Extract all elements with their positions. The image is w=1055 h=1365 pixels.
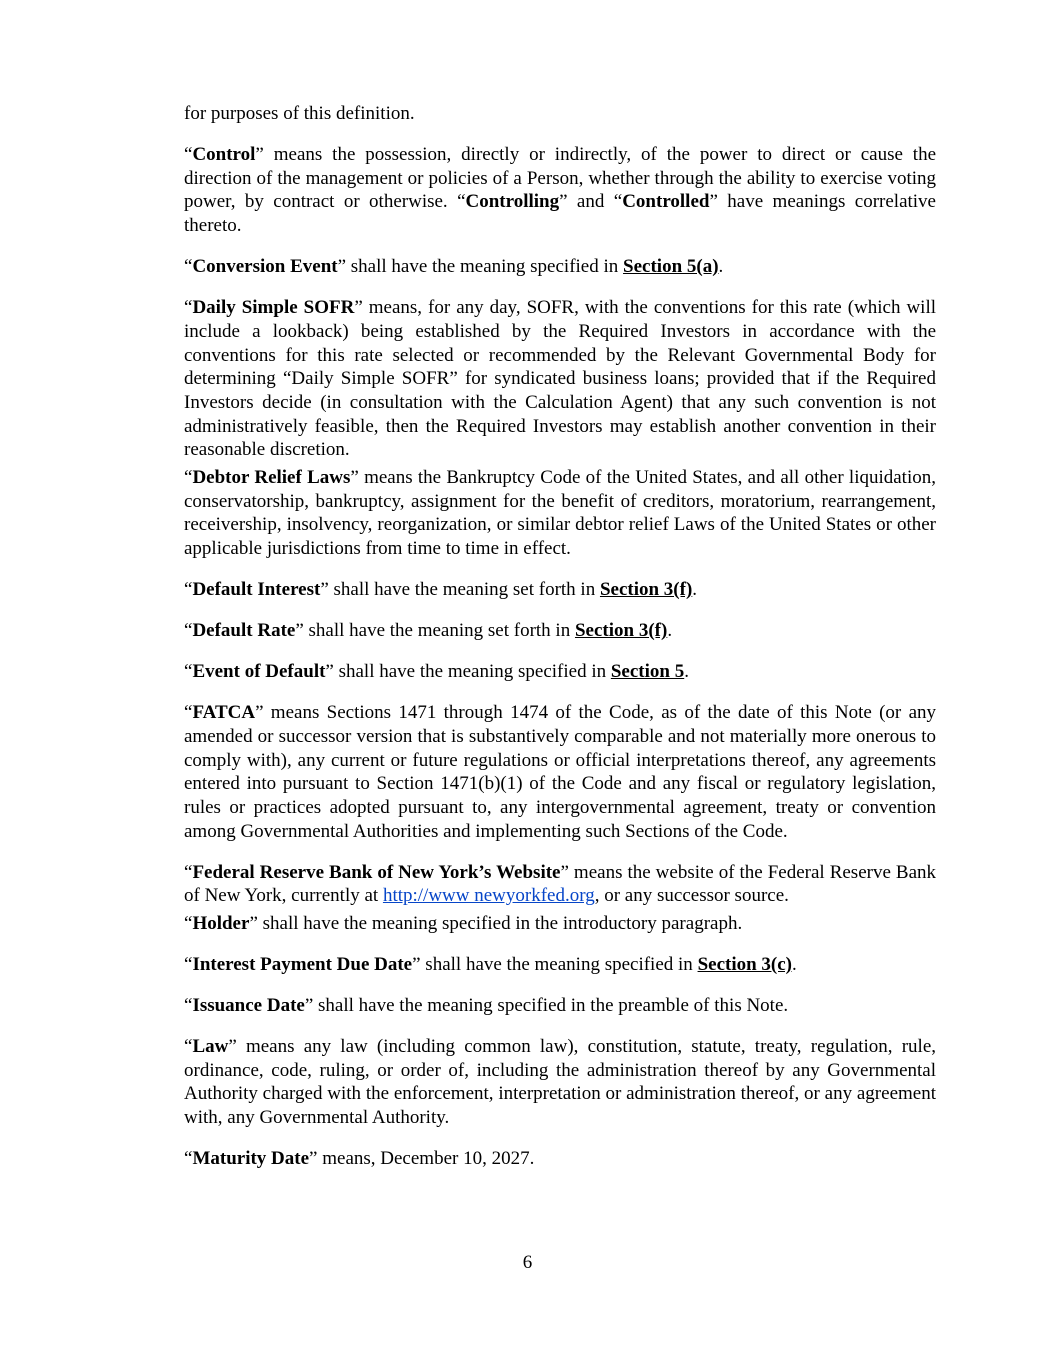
defined-term: Holder	[192, 913, 250, 935]
definition-default-interest	[184, 578, 936, 602]
defined-term: Federal Reserve Bank of New York’s Website	[192, 861, 561, 883]
section-reference: Section 5	[610, 661, 685, 683]
text: “	[184, 620, 193, 642]
page-number: 6	[522, 1252, 533, 1273]
text: for purposes of this definition.	[184, 103, 415, 124]
definition-interest-payment-due-date	[184, 953, 936, 977]
text: “	[184, 579, 193, 601]
defined-term: Default Rate	[192, 620, 296, 642]
text: “	[184, 995, 193, 1017]
text: ” means, for any day, SOFR, with the conventions for this rate (which will include a lookback) being established by the Required Investors in accordance with the conventions for this rate selected or recommended by the Relevant Governmental Body for determining “Daily Simple SOFR” for syndicated business loans; provided that if the Required Investors decide (in consultation with the Calculation Agent) that any such convention is not administratively feasible, then the Required Investors may establish another convention in their reasonable discretion.	[184, 297, 937, 461]
definition-issuance-date	[184, 994, 936, 1018]
text: ” shall have the meaning specified in	[412, 954, 698, 976]
text: ” have meanings correlative thereto.	[184, 191, 936, 237]
text: ” means the website of the Federal Reserve Bank of New York, currently at	[184, 861, 936, 907]
definition-event-of-default	[184, 660, 936, 684]
text: “	[184, 1148, 193, 1170]
text: ” shall have the meaning set forth in	[320, 579, 600, 601]
text: .	[692, 579, 698, 601]
defined-term: Daily Simple SOFR	[192, 297, 355, 319]
section-reference: Section 3(f)	[574, 620, 668, 642]
text: ” means Sections 1471 through 1474 of the Code, as of the date of this Note (or any amended or successor version that is substantively comparable and not materially more onerous to comply with), any current or future regulations or official interpretations thereof, any agreements entered into pursuant to Section 1471(b)(1) of the Code and any fiscal or regulatory legislation, rules or practices adopted pursuant to, any intergovernmental agreement, treaty or convention among Governmental Authorities and implementing such Sections of the Code.	[184, 702, 936, 842]
defined-term: Controlled	[622, 191, 710, 213]
definition-default-rate	[184, 619, 936, 643]
text: “	[184, 702, 193, 724]
text: “	[184, 954, 193, 976]
definition-debtor-relief-laws	[184, 466, 936, 561]
definition-control	[184, 143, 936, 238]
document-body	[184, 102, 936, 1188]
definition-law	[184, 1035, 936, 1130]
text: ” shall have the meaning specified in the introductory paragraph.	[249, 913, 743, 935]
website-link[interactable]: http://www newyorkfed.org	[382, 885, 595, 907]
text: ” means the Bankruptcy Code of the United States, and all other liquidation, conservatorship, bankruptcy, assignment for the benefit of creditors, moratorium, rearrangement, receivership, insolvency, reorganization, or similar debtor relief Laws of the United States or other applicable jurisdictions from time to time in effect.	[184, 467, 936, 560]
text: .	[667, 620, 673, 642]
section-reference: Section 5(a)	[623, 256, 719, 278]
defined-term: Event of Default	[192, 661, 326, 683]
defined-term: Conversion Event	[192, 256, 338, 278]
text: ” means any law (including common law), constitution, statute, treaty, regulation, rule, ordinance, code, ruling, or order of, including the administration thereof by any Governmental Authority charged with the enforcement, interpretation or administration thereof, or any agreement with, any Governmental Authority.	[184, 1036, 936, 1129]
definition-fatca	[184, 701, 936, 843]
defined-term: Law	[192, 1036, 229, 1058]
text: ” shall have the meaning specified in	[325, 661, 611, 683]
definition-frbny-website	[184, 861, 936, 908]
text: ” means, December 10, 2027.	[309, 1148, 535, 1170]
text: “	[184, 913, 193, 935]
defined-term: Default Interest	[192, 579, 321, 601]
defined-term: Control	[192, 144, 256, 165]
defined-term: FATCA	[192, 702, 256, 724]
definition-daily-simple-sofr	[184, 296, 936, 462]
definition-conversion-event	[184, 255, 936, 279]
text: “	[184, 144, 193, 165]
text: , or any successor source.	[594, 885, 789, 907]
text: ” shall have the meaning set forth in	[295, 620, 575, 642]
defined-term: Interest Payment Due Date	[192, 954, 413, 976]
text: ” shall have the meaning specified in the preamble of this Note.	[304, 995, 789, 1017]
text: .	[718, 256, 724, 278]
definition-maturity-date	[184, 1147, 936, 1171]
defined-term: Maturity Date	[192, 1148, 310, 1170]
text: .	[792, 954, 797, 976]
text: “	[184, 861, 193, 883]
text: “	[184, 467, 193, 489]
continuation	[184, 102, 936, 126]
text: “	[184, 1036, 193, 1058]
section-reference: Section 3(c)	[697, 954, 793, 976]
definition-holder	[184, 912, 936, 936]
defined-term: Controlling	[465, 191, 560, 213]
text: “	[184, 661, 193, 683]
text: ” means the possession, directly or indirectly, of the power to direct or cause the direction of the management or policies of a Person, whether through the ability to exercise voting power, by contract or otherwise. “	[184, 144, 936, 213]
defined-term: Issuance Date	[192, 995, 305, 1017]
text: .	[684, 661, 689, 683]
defined-term: Debtor Relief Laws	[192, 467, 351, 489]
text: “	[184, 297, 193, 319]
text: ” and “	[559, 191, 623, 213]
text: ” shall have the meaning specified in	[337, 256, 624, 278]
section-reference: Section 3(f)	[599, 579, 693, 601]
text: “	[184, 256, 193, 278]
